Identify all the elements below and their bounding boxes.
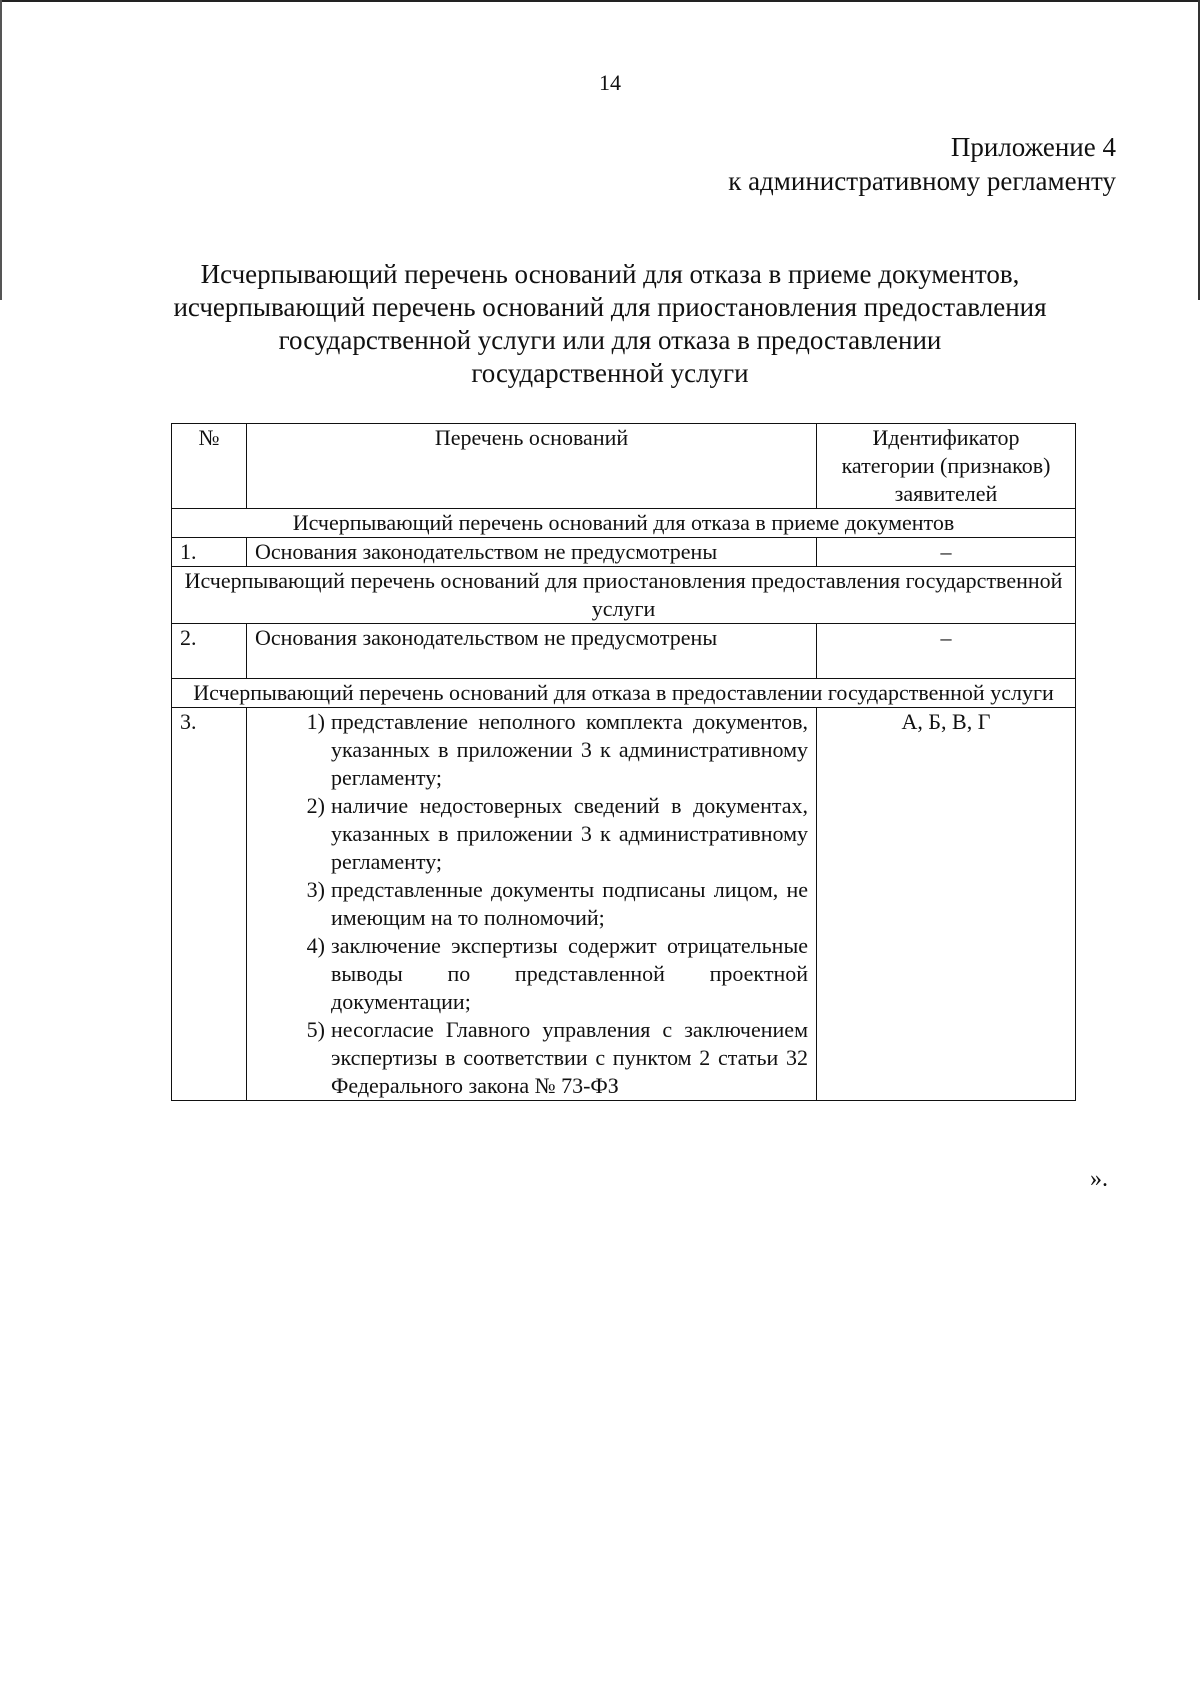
table-header-row — [172, 424, 1076, 509]
section-header-row — [172, 567, 1076, 624]
grounds-table — [171, 423, 1076, 1101]
row-number: 3. — [172, 708, 247, 1101]
list-item-text: заключение экспертизы содержит отрицательные выводы по представленной проектной документации; — [331, 933, 808, 1014]
list-item-text: несогласие Главного управления с заключением экспертизы в соответствии с пунктом 2 статьи 32 Федерального закона № 73-ФЗ — [331, 1017, 808, 1098]
list-item — [255, 1016, 808, 1100]
scan-edge-top — [0, 0, 1200, 2]
page-number: 14 — [599, 70, 621, 95]
list-item-text: представление неполного комплекта документов, указанных в приложении 3 к административному регламенту; — [331, 709, 808, 790]
list-item-text: представленные документы подписаны лицом, не имеющим на то полномочий; — [331, 877, 808, 930]
table-row — [172, 708, 1076, 1101]
title-line-2: исчерпывающий перечень оснований для приостановления предоставления — [173, 292, 1047, 322]
reasons-list — [255, 708, 808, 1100]
section-title-refusal-service: Исчерпывающий перечень оснований для отказа в предоставлении государственной услуги — [172, 679, 1076, 708]
table-row — [172, 624, 1076, 679]
header-applicant-category: Идентификатор категории (признаков) заявителей — [817, 424, 1076, 509]
list-item — [255, 876, 808, 932]
closing-quote: ». — [1090, 1166, 1108, 1192]
list-item — [255, 932, 808, 1016]
row-category-id: – — [817, 538, 1076, 567]
row-number: 1. — [172, 538, 247, 567]
header-grounds-list: Перечень оснований — [247, 424, 817, 509]
appendix-line-1: Приложение 4 — [950, 132, 1116, 162]
list-item-marker: 4) — [306, 933, 325, 958]
title-line-4: государственной услуги — [471, 358, 749, 388]
row-category-id: – — [817, 624, 1076, 679]
row-grounds-text: Основания законодательством не предусмотрены — [247, 624, 817, 679]
row-grounds-list — [247, 708, 817, 1101]
list-item — [255, 792, 808, 876]
title-line-1: Исчерпывающий перечень оснований для отказа в приеме документов, — [200, 259, 1020, 289]
section-header-row — [172, 509, 1076, 538]
appendix-line-2: к административному регламенту — [728, 166, 1116, 196]
section-title-refusal-acceptance: Исчерпывающий перечень оснований для отказа в приеме документов — [172, 509, 1076, 538]
list-item-marker: 1) — [306, 709, 325, 734]
section-header-row — [172, 679, 1076, 708]
section-title-suspension: Исчерпывающий перечень оснований для приостановления предоставления государственной услуги — [172, 567, 1076, 624]
row-grounds-text: Основания законодательством не предусмотрены — [247, 538, 817, 567]
list-item-marker: 2) — [306, 793, 325, 818]
document-title — [130, 258, 1090, 390]
row-category-id: А, Б, В, Г — [817, 708, 1076, 1101]
list-item-text: наличие недостоверных сведений в документах, указанных в приложении 3 к административному регламенту; — [331, 793, 808, 874]
list-item-marker: 3) — [306, 877, 325, 902]
list-item-marker: 5) — [306, 1017, 325, 1042]
header-number: № — [172, 424, 247, 509]
list-item — [255, 708, 808, 792]
table-row — [172, 538, 1076, 567]
scan-edge-left — [0, 0, 2, 300]
appendix-header — [728, 130, 1116, 198]
title-line-3: государственной услуги или для отказа в предоставлении — [278, 325, 942, 355]
row-number: 2. — [172, 624, 247, 679]
